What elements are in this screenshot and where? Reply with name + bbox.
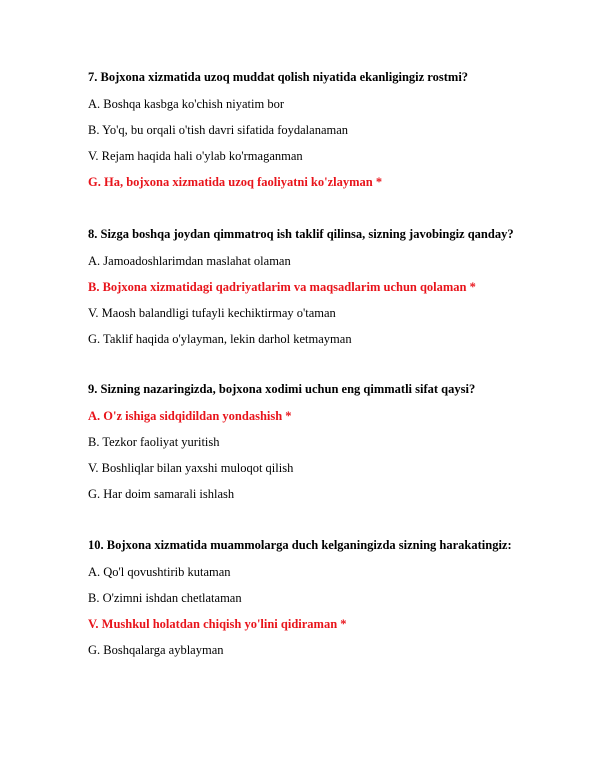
answer-option-v: V. Maosh balandligi tufayli kechiktirmay o'taman: [88, 306, 336, 320]
answer-option-g: G. Boshqalarga ayblayman: [88, 643, 224, 657]
question-title: 7. Bojxona xizmatida uzoq muddat qolish niyatida ekanligingiz rostmi?: [88, 70, 469, 84]
question-10: [88, 537, 568, 658]
answer-option-v: V. Boshliqlar bilan yaxshi muloqot qilish: [88, 461, 294, 475]
correct-answer-option-v: V. Mushkul holatdan chiqish yo'lini qidiraman *: [88, 617, 347, 631]
question-title: 9. Sizning nazaringizda, bojxona xodimi uchun eng qimmatli sifat qaysi?: [88, 382, 476, 396]
answer-option-g: G. Taklif haqida o'ylayman, lekin darhol ketmayman: [88, 332, 352, 346]
question-8: [88, 226, 568, 347]
answer-option-g: G. Har doim samarali ishlash: [88, 487, 235, 501]
answer-option-b: B. O'zimni ishdan chetlataman: [88, 591, 242, 605]
answer-option-a: A. Jamoadoshlarimdan maslahat olaman: [88, 254, 291, 268]
question-7: [88, 69, 568, 190]
question-title: 10. Bojxona xizmatida muammolarga duch kelganingizda sizning harakatingiz:: [88, 538, 512, 552]
answer-option-a: A. Boshqa kasbga ko'chish niyatim bor: [88, 97, 284, 111]
correct-answer-option-g: G. Ha, bojxona xizmatida uzoq faoliyatni ko'zlayman *: [88, 175, 383, 189]
answer-option-b: B. Tezkor faoliyat yuritish: [88, 435, 220, 449]
correct-answer-option-a: A. O'z ishiga sidqidildan yondashish *: [88, 409, 292, 423]
question-title: 8. Sizga boshqa joydan qimmatroq ish taklif qilinsa, sizning javobingiz qanday?: [88, 227, 514, 241]
answer-option-a: A. Qo'l qovushtirib kutaman: [88, 565, 231, 579]
answer-option-b: B. Yo'q, bu orqali o'tish davri sifatida foydalanaman: [88, 123, 349, 137]
correct-answer-option-b: B. Bojxona xizmatidagi qadriyatlarim va maqsadlarim uchun qolaman *: [88, 280, 476, 294]
question-9: [88, 381, 568, 502]
answer-option-v: V. Rejam haqida hali o'ylab ko'rmaganman: [88, 149, 303, 163]
